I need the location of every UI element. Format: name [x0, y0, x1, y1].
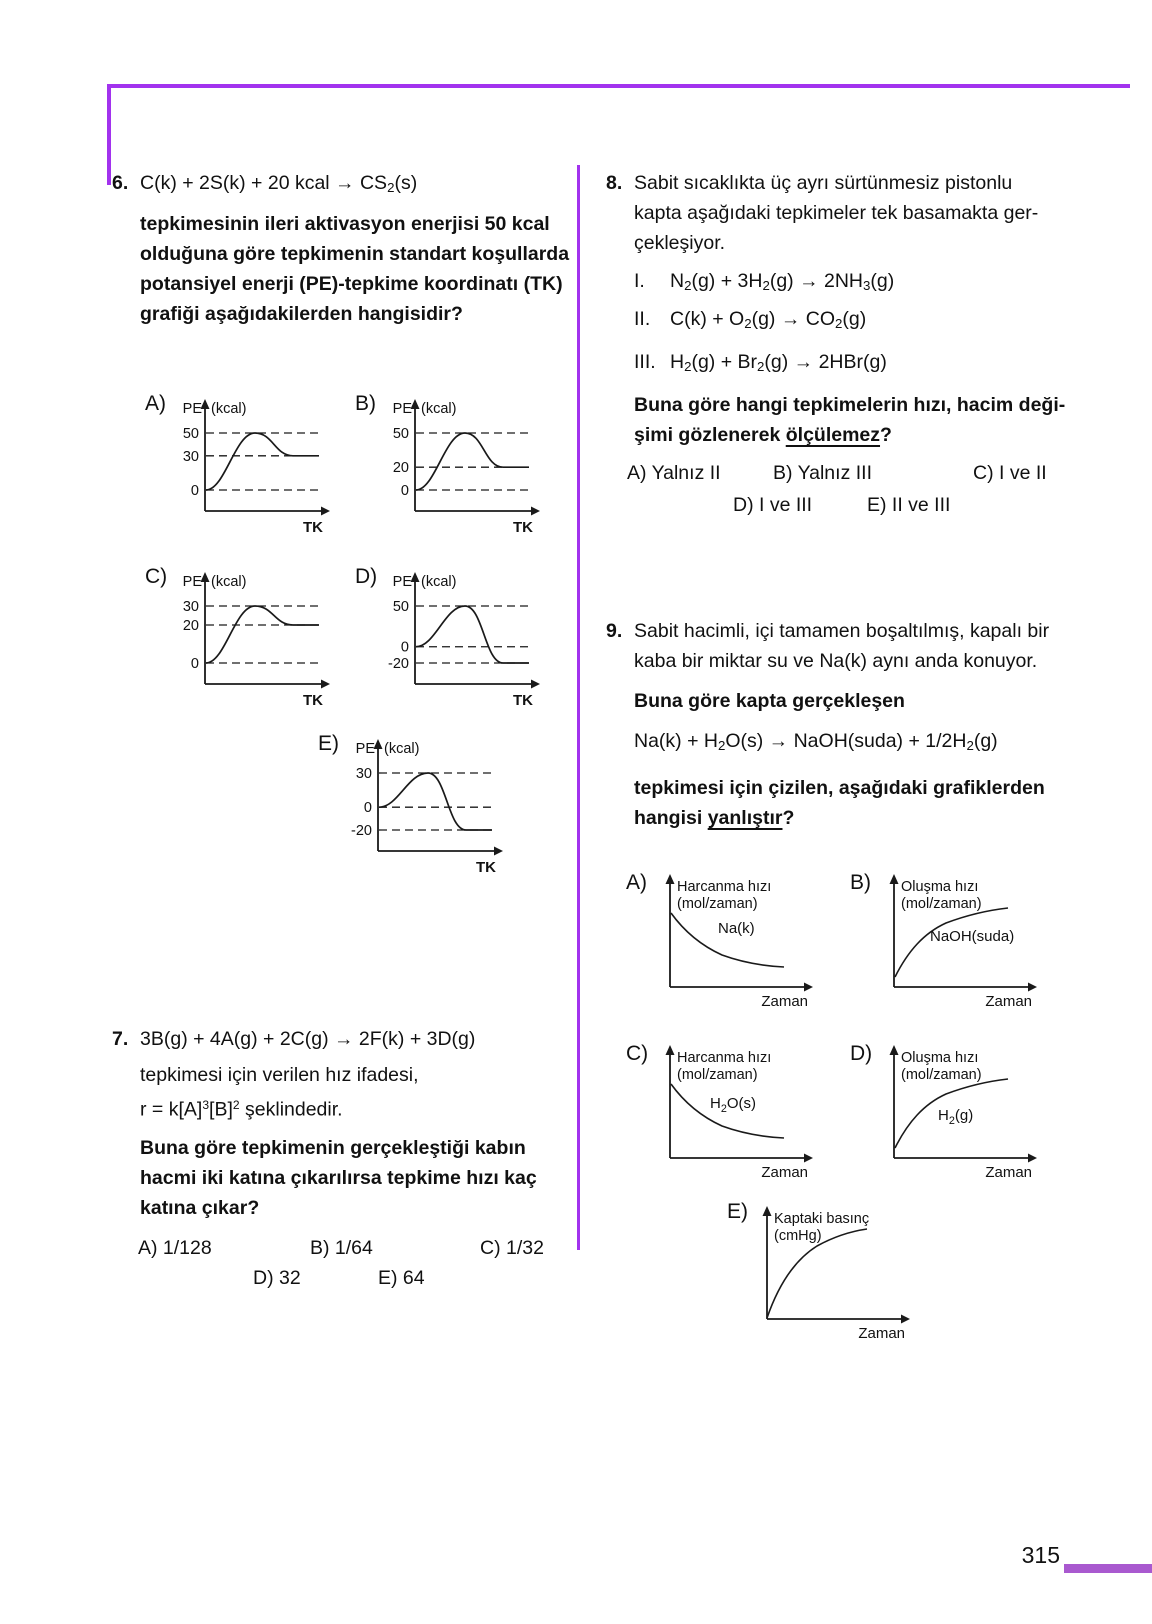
- svg-text:0: 0: [400, 482, 409, 499]
- svg-text:TK: TK: [303, 518, 323, 536]
- question-9-equation: $Na(k) + H_2O(s)$ → NaOH(suda) + $1/2H_2(g)$: [634, 729, 998, 753]
- right-column: [606, 168, 1106, 1358]
- svg-text:Zaman: Zaman: [858, 1324, 905, 1342]
- svg-text:PE: PE: [392, 573, 412, 590]
- svg-text:Na(k): Na(k): [718, 919, 755, 937]
- question-9-number: 9.: [606, 619, 623, 642]
- text-line: hacmi iki katına çıkarılırsa tepkime hızı kaç: [140, 1166, 537, 1189]
- svg-text:H2​(g): $H_2(g)$: [938, 1106, 974, 1127]
- svg-text:Zaman: Zaman: [761, 992, 808, 1010]
- svg-text:30: 30: [182, 448, 199, 465]
- choice-label-d: D): [850, 1041, 873, 1065]
- choice-label-e: E): [318, 731, 339, 755]
- page-number: 315: [1021, 1542, 1060, 1568]
- text-line: Sabit sıcaklıkta üç ayrı sürtünmesiz pistonlu: [634, 172, 1013, 194]
- question-6: [112, 168, 574, 329]
- reaction-equation: $H_2(g) + Br_2(g) \to 2HBr(g)$: [670, 350, 887, 374]
- text-line: olduğuna göre tepkimenin standart koşullarda: [140, 242, 570, 265]
- option-e: E) 64: [378, 1266, 425, 1289]
- choice-label-c: C): [626, 1041, 649, 1065]
- svg-text:20: 20: [392, 460, 409, 477]
- option-b: B) 1/64: [310, 1236, 373, 1259]
- svg-text:PE: PE: [392, 400, 412, 417]
- text-line: katına çıkar?: [140, 1196, 260, 1219]
- svg-text:Harcanma hızı: Harcanma hızı: [677, 878, 772, 895]
- q6-choice-a: [145, 393, 355, 550]
- svg-text:Zaman: Zaman: [761, 1163, 808, 1181]
- question-7-number: 7.: [112, 1027, 129, 1050]
- q7-options-row-1: [138, 1233, 574, 1263]
- svg-text:(kcal): (kcal): [421, 573, 457, 590]
- option-e: E) II ve III: [867, 493, 951, 516]
- left-column: [112, 168, 574, 1293]
- svg-text:(mol/zaman): (mol/zaman): [677, 895, 758, 912]
- text-line: potansiyel enerji (PE)-tepkime koordinatı (TK): [140, 272, 563, 295]
- choice-label-e: E): [727, 1199, 748, 1223]
- svg-text:(mol/zaman): (mol/zaman): [677, 1066, 758, 1083]
- svg-text:(mol/zaman): (mol/zaman): [901, 1066, 982, 1083]
- svg-text:(kcal): (kcal): [421, 400, 457, 417]
- option-c: C) 1/32: [480, 1236, 544, 1259]
- q9-lead: Buna göre kapta gerçekleşen: [634, 689, 905, 712]
- svg-text:Oluşma hızı: Oluşma hızı: [901, 1049, 979, 1066]
- svg-text:0: 0: [190, 482, 199, 499]
- svg-text:PE: PE: [182, 400, 202, 417]
- roman-numeral: III.: [634, 350, 656, 373]
- svg-text:(kcal): (kcal): [211, 400, 247, 417]
- svg-text:(cmHg): (cmHg): [774, 1227, 822, 1244]
- choice-label-c: C): [145, 564, 168, 588]
- reaction-item-3: [634, 347, 1106, 382]
- svg-text:PE: PE: [355, 740, 375, 757]
- q6-choice-c: [145, 566, 355, 723]
- svg-text:(kcal): (kcal): [384, 740, 420, 757]
- svg-text:-20: -20: [351, 822, 372, 839]
- energy-chart-c: [171, 566, 336, 723]
- svg-text:Zaman: Zaman: [985, 992, 1032, 1010]
- svg-text:30: 30: [355, 765, 372, 782]
- question-7: [112, 1024, 574, 1223]
- svg-text:0: 0: [190, 655, 199, 672]
- text-line: tepkimesinin ileri aktivasyon enerjisi 50 kcal: [140, 212, 550, 235]
- option-d: D) I ve III: [733, 493, 813, 516]
- option-b: B) Yalnız III: [773, 461, 872, 484]
- rate-chart-c: [656, 1040, 846, 1197]
- svg-text:PE: PE: [182, 573, 202, 590]
- svg-text:0: 0: [363, 800, 372, 817]
- svg-text:20: 20: [182, 617, 199, 634]
- choice-label-b: B): [355, 391, 376, 415]
- reaction-equation: $N_2(g) + 3H_2(g) \to 2NH_3(g)$: [670, 270, 895, 293]
- energy-chart-a: [171, 393, 336, 550]
- question-6-body: [140, 209, 574, 329]
- rate-chart-e: [753, 1201, 943, 1358]
- choice-label-d: D): [355, 564, 378, 588]
- svg-text:Kaptaki basınç: Kaptaki basınç: [774, 1210, 870, 1227]
- reaction-equation: $C(k) + O_2(g) \to CO_2(g)$: [670, 307, 867, 331]
- svg-text:30: 30: [182, 598, 199, 615]
- q6-chart-row-2: [145, 566, 574, 723]
- choice-label-a: A): [626, 870, 647, 894]
- svg-text:(mol/zaman): (mol/zaman): [901, 895, 982, 912]
- text-line: Sabit hacimli, içi tamamen boşaltılmış, kapalı bir: [634, 619, 1050, 642]
- option-d: D) 32: [253, 1266, 301, 1289]
- q7-rate-expression: $r = k[A]^3[B]^2$ şeklindedir.: [140, 1097, 343, 1121]
- question-8-body: [634, 390, 1106, 450]
- q9-choice-e: [727, 1201, 1106, 1358]
- question-6-equation: C(k) + 2S(k) + 20 kcal → $CS_2(s)$: [140, 172, 418, 195]
- question-7-equation: 3B(g) + 4A(g) + 2C(g) → 2F(k) + 3D(g): [140, 1027, 476, 1050]
- rate-chart-d: [880, 1040, 1070, 1197]
- svg-text:0: 0: [400, 639, 409, 656]
- q6-chart-row-3: [318, 733, 574, 890]
- svg-text:NaOH(suda): NaOH(suda): [930, 927, 1015, 945]
- energy-chart-e: [344, 733, 509, 890]
- option-a: A) Yalnız II: [627, 461, 721, 484]
- svg-text:50: 50: [392, 425, 409, 442]
- text-line: çekleşiyor.: [634, 232, 726, 254]
- text-line: şimi gözlenerek ölçülemez?: [634, 423, 892, 446]
- text-line: hangisi yanlıştır?: [634, 806, 795, 829]
- svg-text:TK: TK: [513, 518, 533, 536]
- q7-options-row-2: [253, 1263, 574, 1293]
- rate-chart-b: [880, 869, 1070, 1026]
- svg-text:Zaman: Zaman: [985, 1163, 1032, 1181]
- q9-choice-a: [626, 869, 850, 1026]
- svg-text:50: 50: [392, 598, 409, 615]
- choice-label-b: B): [850, 870, 871, 894]
- q9-choice-c: [626, 1040, 850, 1197]
- energy-chart-d: [381, 566, 546, 723]
- text-line: tepkimesi için çizilen, aşağıdaki grafiklerden: [634, 776, 1045, 799]
- svg-text:Harcanma hızı: Harcanma hızı: [677, 1049, 772, 1066]
- svg-text:Oluşma hızı: Oluşma hızı: [901, 878, 979, 895]
- question-7-body: [140, 1133, 574, 1223]
- text-line: grafiği aşağıdakilerden hangisidir?: [140, 302, 463, 325]
- text-line: tepkimesi için verilen hız ifadesi,: [140, 1063, 419, 1086]
- svg-text:TK: TK: [513, 691, 533, 709]
- question-9-body: [634, 773, 1106, 833]
- q9-choice-d: [850, 1040, 1074, 1197]
- q6-choice-e: [318, 733, 528, 890]
- question-8-number: 8.: [606, 172, 623, 194]
- question-6-number: 6.: [112, 172, 129, 194]
- column-divider: [577, 165, 580, 1250]
- svg-text:H2​O(s): $H_2O(s)$: [710, 1094, 757, 1115]
- text-line: Buna göre hangi tepkimelerin hızı, hacim deği-: [634, 393, 1066, 416]
- q8-options-row-2: [733, 490, 1106, 520]
- choice-label-a: A): [145, 391, 166, 415]
- roman-numeral: I.: [634, 270, 645, 292]
- svg-text:TK: TK: [303, 691, 323, 709]
- energy-chart-b: [381, 393, 546, 550]
- svg-text:50: 50: [182, 425, 199, 442]
- q6-choice-d: [355, 566, 565, 723]
- question-9: [606, 616, 1106, 833]
- svg-text:TK: TK: [476, 858, 496, 876]
- reaction-item-2: [634, 304, 1106, 339]
- question-8: [606, 168, 1106, 450]
- footer-accent-bar: [1064, 1564, 1152, 1573]
- text-line: kaba bir miktar su ve Na(k) aynı anda konuyor.: [634, 649, 1038, 672]
- option-a: A) 1/128: [138, 1236, 212, 1259]
- svg-text:(kcal): (kcal): [211, 573, 247, 590]
- q6-chart-row-1: [145, 393, 574, 550]
- roman-numeral: II.: [634, 307, 651, 330]
- reaction-item-1: [634, 266, 1106, 301]
- text-line: kapta aşağıdaki tepkimeler tek basamakta ger-: [634, 202, 1039, 224]
- q9-charts-grid: [626, 869, 1106, 1197]
- text-line: Buna göre tepkimenin gerçekleştiği kabın: [140, 1136, 526, 1159]
- svg-text:-20: -20: [388, 655, 409, 672]
- option-c: C) I ve II: [973, 461, 1047, 484]
- q6-choice-b: [355, 393, 565, 550]
- rate-chart-a: [656, 869, 846, 1026]
- q8-options-row-1: [627, 458, 1106, 488]
- q9-choice-b: [850, 869, 1074, 1026]
